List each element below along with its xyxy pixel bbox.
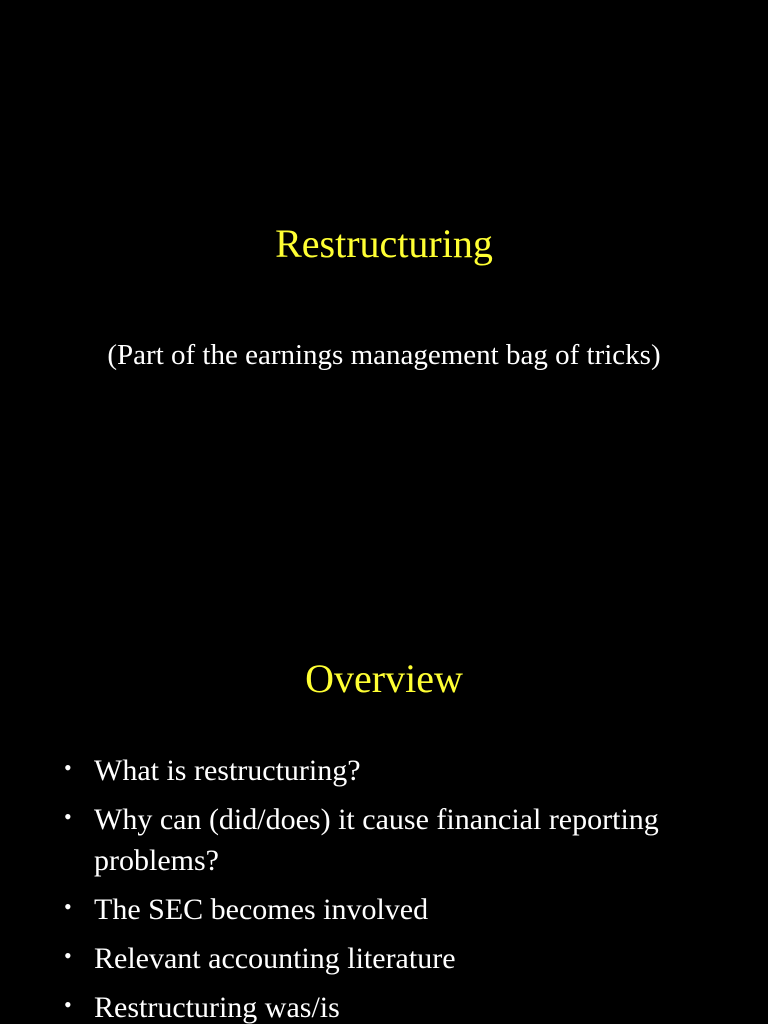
bullet-item	[0, 799, 768, 881]
bullet-text: What is restructuring?	[94, 754, 361, 787]
bullet-item	[0, 987, 768, 1024]
bullet-dot-icon: •	[64, 992, 72, 1017]
bullet-list	[0, 750, 768, 1024]
bullet-item	[0, 889, 768, 930]
slide-subtitle: (Part of the earnings management bag of tricks)	[107, 339, 661, 371]
bullet-dot-icon: •	[64, 755, 72, 780]
bullet-text: Restructuring was/is	[94, 991, 340, 1024]
bullet-text: Relevant accounting literature	[94, 942, 456, 975]
bullet-dot-icon: •	[64, 943, 72, 968]
bullet-dot-icon: •	[64, 894, 72, 919]
bullet-text: Why can (did/does) it cause financial reporting problems?	[94, 803, 659, 877]
bullet-text: The SEC becomes involved	[94, 893, 429, 926]
bullet-item	[0, 938, 768, 979]
slide-overview	[0, 590, 768, 1024]
bullet-item	[0, 750, 768, 791]
slide-title: Restructuring	[275, 221, 493, 266]
bullet-dot-icon: •	[64, 804, 72, 829]
slide-title: Overview	[305, 656, 463, 701]
